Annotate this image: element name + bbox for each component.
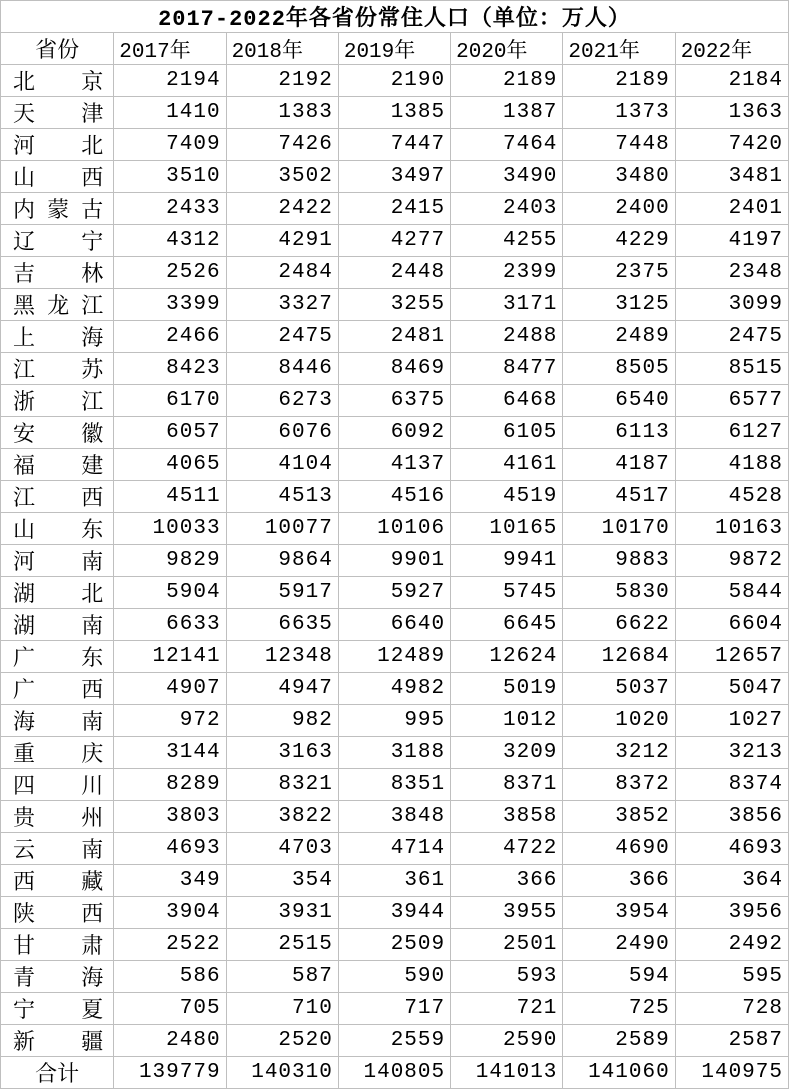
population-value: 3099 — [675, 289, 788, 321]
population-value: 5844 — [675, 577, 788, 609]
population-value: 9829 — [114, 545, 226, 577]
population-value: 8372 — [563, 769, 675, 801]
province-row — [1, 481, 789, 513]
population-value: 12348 — [226, 641, 338, 673]
province-name: 青海 — [1, 961, 114, 993]
population-value: 3497 — [338, 161, 450, 193]
population-value: 2509 — [338, 929, 450, 961]
population-value: 3399 — [114, 289, 226, 321]
population-value: 2522 — [114, 929, 226, 961]
population-value: 4907 — [114, 673, 226, 705]
population-value: 4519 — [451, 481, 563, 513]
province-row — [1, 801, 789, 833]
province-name: 西藏 — [1, 865, 114, 897]
province-name: 江苏 — [1, 353, 114, 385]
province-name: 河南 — [1, 545, 114, 577]
population-value: 8321 — [226, 769, 338, 801]
population-value: 5830 — [563, 577, 675, 609]
population-value: 3163 — [226, 737, 338, 769]
population-value: 5047 — [675, 673, 788, 705]
total-value: 140310 — [226, 1057, 338, 1089]
population-value: 5745 — [451, 577, 563, 609]
column-header-year: 2018年 — [226, 33, 338, 65]
population-value: 2590 — [451, 1025, 563, 1057]
column-header-year: 2017年 — [114, 33, 226, 65]
population-value: 595 — [675, 961, 788, 993]
population-value: 7409 — [114, 129, 226, 161]
province-row — [1, 641, 789, 673]
province-name: 江西 — [1, 481, 114, 513]
population-value: 3858 — [451, 801, 563, 833]
province-row — [1, 609, 789, 641]
population-value: 3856 — [675, 801, 788, 833]
population-value: 2422 — [226, 193, 338, 225]
population-value: 590 — [338, 961, 450, 993]
population-value: 4187 — [563, 449, 675, 481]
province-row — [1, 929, 789, 961]
population-value: 2403 — [451, 193, 563, 225]
population-value: 1012 — [451, 705, 563, 737]
population-value: 3490 — [451, 161, 563, 193]
population-value: 725 — [563, 993, 675, 1025]
population-value: 728 — [675, 993, 788, 1025]
population-value: 9941 — [451, 545, 563, 577]
population-value: 7447 — [338, 129, 450, 161]
province-name: 河北 — [1, 129, 114, 161]
population-value: 982 — [226, 705, 338, 737]
population-value: 4104 — [226, 449, 338, 481]
population-value: 1387 — [451, 97, 563, 129]
province-row — [1, 513, 789, 545]
population-value: 8505 — [563, 353, 675, 385]
population-value: 3848 — [338, 801, 450, 833]
population-value: 5927 — [338, 577, 450, 609]
population-value: 12657 — [675, 641, 788, 673]
population-value: 9864 — [226, 545, 338, 577]
province-row — [1, 865, 789, 897]
population-value: 4137 — [338, 449, 450, 481]
province-row — [1, 97, 789, 129]
province-row — [1, 961, 789, 993]
province-name: 上海 — [1, 321, 114, 353]
population-value: 2194 — [114, 65, 226, 97]
province-name: 重庆 — [1, 737, 114, 769]
province-row — [1, 1025, 789, 1057]
population-value: 8477 — [451, 353, 563, 385]
population-value: 12684 — [563, 641, 675, 673]
province-row — [1, 737, 789, 769]
population-value: 2433 — [114, 193, 226, 225]
population-value: 2184 — [675, 65, 788, 97]
population-value: 2520 — [226, 1025, 338, 1057]
population-value: 3904 — [114, 897, 226, 929]
population-value: 354 — [226, 865, 338, 897]
population-value: 3822 — [226, 801, 338, 833]
population-value: 4693 — [114, 833, 226, 865]
population-value: 7420 — [675, 129, 788, 161]
header-row — [1, 33, 789, 65]
population-value: 4703 — [226, 833, 338, 865]
population-value: 9883 — [563, 545, 675, 577]
population-value: 3954 — [563, 897, 675, 929]
population-value: 6076 — [226, 417, 338, 449]
population-value: 4690 — [563, 833, 675, 865]
population-value: 4255 — [451, 225, 563, 257]
population-value: 4312 — [114, 225, 226, 257]
table-title: 2017-2022年各省份常住人口（单位：万人） — [1, 1, 789, 33]
population-value: 995 — [338, 705, 450, 737]
province-name: 新疆 — [1, 1025, 114, 1057]
population-value: 3510 — [114, 161, 226, 193]
province-name: 辽宁 — [1, 225, 114, 257]
population-value: 1385 — [338, 97, 450, 129]
population-value: 6540 — [563, 385, 675, 417]
province-name: 贵州 — [1, 801, 114, 833]
population-value: 3944 — [338, 897, 450, 929]
province-row — [1, 161, 789, 193]
province-name: 黑龙江 — [1, 289, 114, 321]
population-value: 2515 — [226, 929, 338, 961]
population-value: 2484 — [226, 257, 338, 289]
province-row — [1, 833, 789, 865]
province-name: 吉林 — [1, 257, 114, 289]
province-row — [1, 193, 789, 225]
column-header-year: 2020年 — [451, 33, 563, 65]
population-value: 6635 — [226, 609, 338, 641]
province-name: 甘肃 — [1, 929, 114, 961]
population-value: 12489 — [338, 641, 450, 673]
population-value: 6105 — [451, 417, 563, 449]
population-value: 2489 — [563, 321, 675, 353]
population-value: 2492 — [675, 929, 788, 961]
population-value: 2475 — [675, 321, 788, 353]
population-value: 4714 — [338, 833, 450, 865]
population-value: 6092 — [338, 417, 450, 449]
population-value: 366 — [563, 865, 675, 897]
population-value: 4722 — [451, 833, 563, 865]
population-value: 717 — [338, 993, 450, 1025]
population-value: 2192 — [226, 65, 338, 97]
population-value: 6170 — [114, 385, 226, 417]
population-value: 586 — [114, 961, 226, 993]
total-value: 141060 — [563, 1057, 675, 1089]
population-value: 2526 — [114, 257, 226, 289]
population-value: 8351 — [338, 769, 450, 801]
population-value: 12141 — [114, 641, 226, 673]
province-row — [1, 897, 789, 929]
population-value: 6577 — [675, 385, 788, 417]
population-value: 3125 — [563, 289, 675, 321]
population-value: 9901 — [338, 545, 450, 577]
population-value: 7448 — [563, 129, 675, 161]
population-value: 2466 — [114, 321, 226, 353]
population-value: 10106 — [338, 513, 450, 545]
population-value: 3212 — [563, 737, 675, 769]
population-value: 8446 — [226, 353, 338, 385]
population-value: 4277 — [338, 225, 450, 257]
population-value: 6375 — [338, 385, 450, 417]
population-value: 8374 — [675, 769, 788, 801]
province-row — [1, 417, 789, 449]
population-value: 3327 — [226, 289, 338, 321]
population-value: 3502 — [226, 161, 338, 193]
population-value: 3852 — [563, 801, 675, 833]
population-value: 4197 — [675, 225, 788, 257]
province-row — [1, 577, 789, 609]
province-name: 山西 — [1, 161, 114, 193]
province-name: 广西 — [1, 673, 114, 705]
province-row — [1, 993, 789, 1025]
population-value: 364 — [675, 865, 788, 897]
population-value: 4291 — [226, 225, 338, 257]
population-value: 3803 — [114, 801, 226, 833]
province-row — [1, 545, 789, 577]
population-value: 2189 — [563, 65, 675, 97]
population-value: 6468 — [451, 385, 563, 417]
population-value: 6645 — [451, 609, 563, 641]
population-value: 4161 — [451, 449, 563, 481]
population-value: 2400 — [563, 193, 675, 225]
population-value: 2190 — [338, 65, 450, 97]
province-name: 云南 — [1, 833, 114, 865]
province-name: 海南 — [1, 705, 114, 737]
column-header-province: 省份 — [1, 33, 114, 65]
population-value: 8423 — [114, 353, 226, 385]
population-value: 6057 — [114, 417, 226, 449]
total-value: 141013 — [451, 1057, 563, 1089]
population-value: 6622 — [563, 609, 675, 641]
province-row — [1, 705, 789, 737]
population-value: 10077 — [226, 513, 338, 545]
population-value: 10163 — [675, 513, 788, 545]
population-value: 3481 — [675, 161, 788, 193]
province-row — [1, 385, 789, 417]
population-value: 3255 — [338, 289, 450, 321]
population-value: 6113 — [563, 417, 675, 449]
province-row — [1, 129, 789, 161]
population-value: 6127 — [675, 417, 788, 449]
population-value: 1363 — [675, 97, 788, 129]
province-name: 浙江 — [1, 385, 114, 417]
population-value: 2348 — [675, 257, 788, 289]
province-row — [1, 769, 789, 801]
total-value: 139779 — [114, 1057, 226, 1089]
province-name: 山东 — [1, 513, 114, 545]
total-value: 140975 — [675, 1057, 788, 1089]
column-header-year: 2019年 — [338, 33, 450, 65]
population-value: 3171 — [451, 289, 563, 321]
population-value: 10170 — [563, 513, 675, 545]
population-value: 4517 — [563, 481, 675, 513]
population-value: 366 — [451, 865, 563, 897]
province-name: 四川 — [1, 769, 114, 801]
population-value: 1373 — [563, 97, 675, 129]
total-row — [1, 1057, 789, 1089]
population-value: 5037 — [563, 673, 675, 705]
population-value: 349 — [114, 865, 226, 897]
province-name: 湖南 — [1, 609, 114, 641]
population-value: 1020 — [563, 705, 675, 737]
table-body — [1, 1, 789, 1089]
total-value: 140805 — [338, 1057, 450, 1089]
population-value: 5019 — [451, 673, 563, 705]
population-value: 2401 — [675, 193, 788, 225]
province-row — [1, 225, 789, 257]
title-row — [1, 1, 789, 33]
population-value: 1410 — [114, 97, 226, 129]
population-value: 3480 — [563, 161, 675, 193]
population-value: 3144 — [114, 737, 226, 769]
column-header-year: 2021年 — [563, 33, 675, 65]
population-value: 710 — [226, 993, 338, 1025]
population-value: 4947 — [226, 673, 338, 705]
population-value: 2589 — [563, 1025, 675, 1057]
population-value: 8371 — [451, 769, 563, 801]
province-name: 陕西 — [1, 897, 114, 929]
province-row — [1, 289, 789, 321]
province-name: 天津 — [1, 97, 114, 129]
population-value: 593 — [451, 961, 563, 993]
population-value: 705 — [114, 993, 226, 1025]
population-value: 4693 — [675, 833, 788, 865]
population-value: 9872 — [675, 545, 788, 577]
population-value: 2475 — [226, 321, 338, 353]
population-value: 10033 — [114, 513, 226, 545]
total-label: 合计 — [1, 1057, 114, 1089]
population-value: 2490 — [563, 929, 675, 961]
population-value: 4188 — [675, 449, 788, 481]
province-name: 湖北 — [1, 577, 114, 609]
population-value: 8289 — [114, 769, 226, 801]
population-value: 2481 — [338, 321, 450, 353]
province-name: 安徽 — [1, 417, 114, 449]
population-value: 7426 — [226, 129, 338, 161]
province-row — [1, 65, 789, 97]
population-value: 10165 — [451, 513, 563, 545]
population-value: 721 — [451, 993, 563, 1025]
province-row — [1, 673, 789, 705]
column-header-year: 2022年 — [675, 33, 788, 65]
population-value: 3955 — [451, 897, 563, 929]
population-value: 2375 — [563, 257, 675, 289]
province-row — [1, 257, 789, 289]
population-value: 594 — [563, 961, 675, 993]
province-name: 宁夏 — [1, 993, 114, 1025]
population-value: 2559 — [338, 1025, 450, 1057]
population-value: 2501 — [451, 929, 563, 961]
population-value: 3956 — [675, 897, 788, 929]
population-value: 4229 — [563, 225, 675, 257]
population-value: 4516 — [338, 481, 450, 513]
population-value: 3188 — [338, 737, 450, 769]
population-value: 972 — [114, 705, 226, 737]
population-value: 3213 — [675, 737, 788, 769]
population-value: 2448 — [338, 257, 450, 289]
population-value: 6640 — [338, 609, 450, 641]
population-value: 587 — [226, 961, 338, 993]
population-value: 4982 — [338, 673, 450, 705]
population-value: 6633 — [114, 609, 226, 641]
population-value: 4528 — [675, 481, 788, 513]
province-name: 内蒙古 — [1, 193, 114, 225]
population-value: 2415 — [338, 193, 450, 225]
population-value: 361 — [338, 865, 450, 897]
population-value: 6273 — [226, 385, 338, 417]
population-value: 5904 — [114, 577, 226, 609]
population-value: 7464 — [451, 129, 563, 161]
population-value: 3931 — [226, 897, 338, 929]
population-value: 4065 — [114, 449, 226, 481]
population-value: 4513 — [226, 481, 338, 513]
population-value: 6604 — [675, 609, 788, 641]
population-value: 12624 — [451, 641, 563, 673]
population-value: 1027 — [675, 705, 788, 737]
province-name: 广东 — [1, 641, 114, 673]
population-value: 2189 — [451, 65, 563, 97]
population-value: 1383 — [226, 97, 338, 129]
population-value: 4511 — [114, 481, 226, 513]
population-value: 8469 — [338, 353, 450, 385]
population-value: 3209 — [451, 737, 563, 769]
population-value: 2488 — [451, 321, 563, 353]
population-value: 2587 — [675, 1025, 788, 1057]
population-value: 5917 — [226, 577, 338, 609]
province-row — [1, 353, 789, 385]
province-row — [1, 321, 789, 353]
province-row — [1, 449, 789, 481]
population-value: 2399 — [451, 257, 563, 289]
population-value: 2480 — [114, 1025, 226, 1057]
province-name: 北京 — [1, 65, 114, 97]
population-value: 8515 — [675, 353, 788, 385]
province-name: 福建 — [1, 449, 114, 481]
